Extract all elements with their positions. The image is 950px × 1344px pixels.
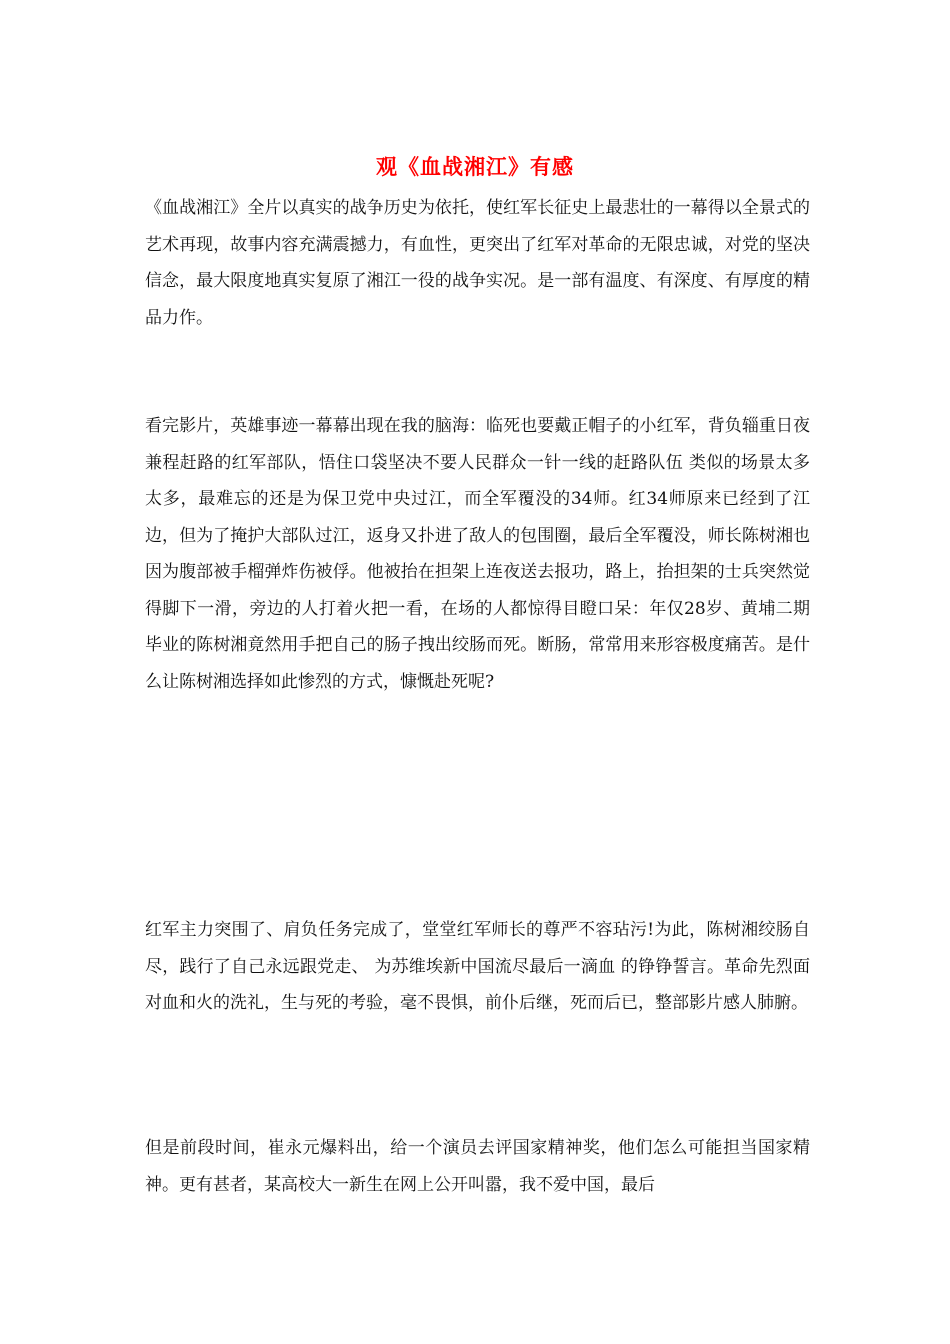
paragraph-3: 红军主力突围了、肩负任务完成了，堂堂红军师长的尊严不容玷污!为此，陈树湘绞肠自尽，践行了自己永远跟党走、 为苏维埃新中国流尽最后一滴血 的铮铮誓言。革命先烈面对血和火的洗礼，生与死的考验，毫不畏惧，前仆后继，死而后已，整部影片感人肺腑。 [145,920,810,1013]
paragraph-4: 但是前段时间，崔永元爆料出，给一个演员去评国家精神奖，他们怎么可能担当国家精神。更有甚者，某高校大一新生在网上公开叫嚣，我不爱中国，最后 [145,1138,810,1195]
paragraph-2: 看完影片，英雄事迹一幕幕出现在我的脑海：临死也要戴正帽子的小红军，背负辎重日夜兼程赶路的红军部队，悟住口袋坚决不要人民群众一针一线的赶路队伍 类似的场景太多太多，最难忘的还是为保卫党中央过江，而全军覆没的34师。红34师原来已经到了江边，但为了掩护大部队过江，返身又扑进了敌人的包围圈，最后全军覆没，师长陈树湘也因为腹部被手榴弹炸伤被俘。他被抬在担架上连夜送去报功，路上，抬担架的士兵突然觉得脚下一滑，旁边的人打着火把一看，在场的人都惊得目瞪口呆：年仅28岁、黄埔二期毕业的陈树湘竟然用手把自己的肠子拽出绞肠而死。断肠，常常用来形容极度痛苦。是什么让陈树湘选择如此惨烈的方式，慷慨赴死呢? [145,416,810,692]
paragraph-1: 《血战湘江》全片以真实的战争历史为依托，使红军长征史上最悲壮的一幕得以全景式的艺术再现，故事内容充满震撼力，有血性，更突出了红军对革命的无限忠诚，对党的坚决信念，最大限度地真实复原了湘江一役的战争实况。是一部有温度、有深度、有厚度的精品力作。 [145,198,810,328]
document-title: 观《血战湘江》有感 [376,154,574,179]
